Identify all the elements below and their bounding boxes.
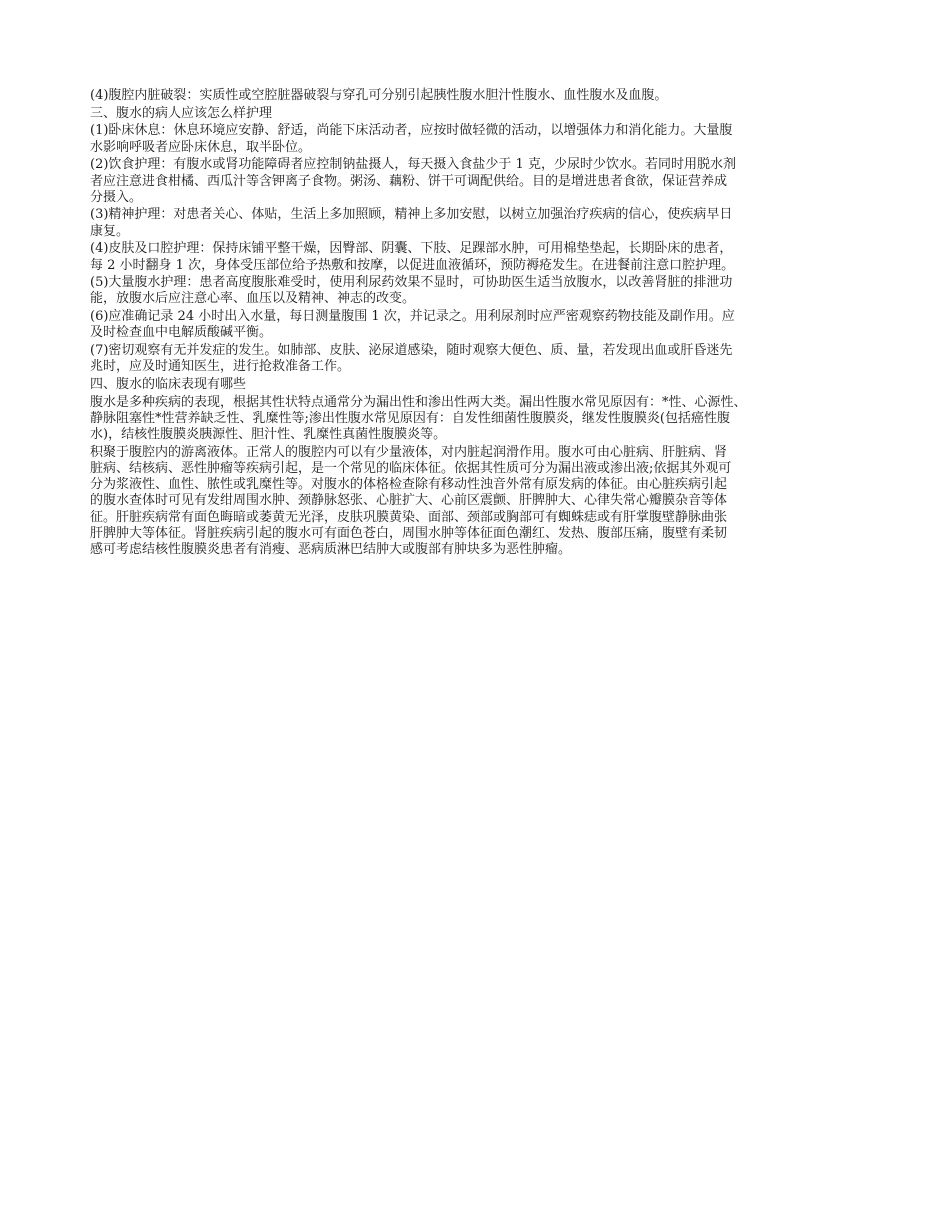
text-line: 征。肝脏疾病常有面色晦暗或萎黄无光泽，皮肤巩膜黄染、面部、颈部或胸部可有蜘蛛痣或有肝掌腹壁静脉曲张 <box>90 509 728 525</box>
text-line: 水)，结核性腹膜炎胰源性、胆汁性、乳糜性真菌性腹膜炎等。 <box>90 427 447 443</box>
text-line: 分为浆液性、血性、脓性或乳糜性等。对腹水的体格检查除有移动性浊音外常有原发病的体征。由心脏疾病引起 <box>90 477 728 493</box>
document-body <box>90 88 870 560</box>
section-heading <box>90 377 870 393</box>
paragraph <box>90 157 870 206</box>
paragraph <box>90 395 870 444</box>
text-line: 及时检查血中电解质酸碱平衡。 <box>90 325 273 341</box>
heading-line: 三、腹水的病人应该怎么样护理 <box>90 105 273 121</box>
paragraph <box>90 309 870 341</box>
text-line: (2)饮食护理：有腹水或肾功能障碍者应控制钠盐摄人，每天摄入食盐少于 1 克，少尿时少饮水。若同时用脱水剂 <box>90 157 736 173</box>
text-line: (1)卧床休息：休息环境应安静、舒适，尚能下床活动者，应按时做轻微的活动，以增强体力和消化能力。大量腹 <box>90 123 733 139</box>
text-line: (3)精神护理：对患者关心、体贴，生活上多加照顾，精神上多加安慰，以树立加强治疗疾病的信心，使疾病早日 <box>90 207 733 223</box>
text-line: (6)应准确记录 24 小时出入水量，每日测量腹围 1 次，并记录之。用利尿剂时应严密观察药物技能及副作用。应 <box>90 309 735 325</box>
text-line: 分摄入。 <box>90 189 143 205</box>
paragraph <box>90 275 870 307</box>
paragraph <box>90 445 870 558</box>
text-line: 感可考虑结核性腹膜炎患者有消瘦、恶病质淋巴结肿大或腹部有肿块多为恶性肿瘤。 <box>90 541 572 557</box>
text-line: 肝脾肿大等体征。肾脏疾病引起的腹水可有面色苍白，周围水肿等体征面色潮红、发热、腹部压痛，腹壁有柔韧 <box>90 525 728 541</box>
text-line: 脏病、结核病、恶性肿瘤等疾病引起，是一个常见的临床体征。依据其性质可分为漏出液或渗出液;依据其外观可 <box>90 460 732 476</box>
text-line: (4)腹腔内脏破裂：实质性或空腔脏器破裂与穿孔可分别引起胰性腹水胆汁性腹水、血性腹水及血腹。 <box>90 88 668 103</box>
text-line: 积聚于腹腔内的游离液体。正常人的腹腔内可以有少量液体，对内脏起润滑作用。腹水可由心脏病、肝脏病、肾 <box>90 444 728 460</box>
paragraph <box>90 343 870 375</box>
paragraph <box>90 207 870 239</box>
paragraph <box>90 123 870 155</box>
text-line: 静脉阻塞性*性营养缺乏性、乳糜性等;渗出性腹水常见原因有：自发性细菌性腹膜炎，继发性腹膜炎(包括癌性腹 <box>90 410 730 426</box>
text-line: 腹水是多种疾病的表现，根据其性状特点通常分为漏出性和渗出性两大类。漏出性腹水常见原因有：*性、心源性、 <box>90 394 747 410</box>
section-heading <box>90 106 870 122</box>
heading-line: 四、腹水的临床表现有哪些 <box>90 376 247 392</box>
text-line: 水影响呼吸者应卧床休息，取半卧位。 <box>90 139 312 155</box>
paragraph <box>90 88 870 104</box>
paragraph <box>90 241 870 273</box>
text-line: 能，放腹水后应注意心率、血压以及精神、神志的改变。 <box>90 291 416 307</box>
text-line: 的腹水查体时可见有发绀周围水肿、颈静脉怒张、心脏扩大、心前区震颤、肝脾肿大、心律失常心瓣膜杂音等体 <box>90 493 728 509</box>
text-line: 每 2 小时翻身 1 次，身体受压部位给予热敷和按摩，以促进血液循环，预防褥疮发生。在进餐前注意口腔护理。 <box>90 257 735 273</box>
text-line: (4)皮肤及口腔护理：保持床铺平整干燥，因臀部、阴囊、下肢、足踝部水肿，可用棉垫垫起，长期卧床的患者， <box>90 241 733 257</box>
text-line: 康复。 <box>90 223 130 239</box>
text-line: 者应注意进食柑橘、西瓜汁等含钾离子食物。粥汤、藕粉、饼干可调配供给。目的是增进患者食欲，保证营养成 <box>90 173 728 189</box>
text-line: 兆时，应及时通知医生，进行抢救准备工作。 <box>90 359 351 375</box>
text-line: (7)密切观察有无并发症的发生。如肺部、皮肤、泌尿道感染，随时观察大便色、质、量，若发现出血或肝昏迷先 <box>90 343 733 359</box>
text-line: (5)大量腹水护理：患者高度腹胀难受时，使用利尿药效果不显时，可协助医生适当放腹水，以改善肾脏的排泄功 <box>90 275 733 291</box>
